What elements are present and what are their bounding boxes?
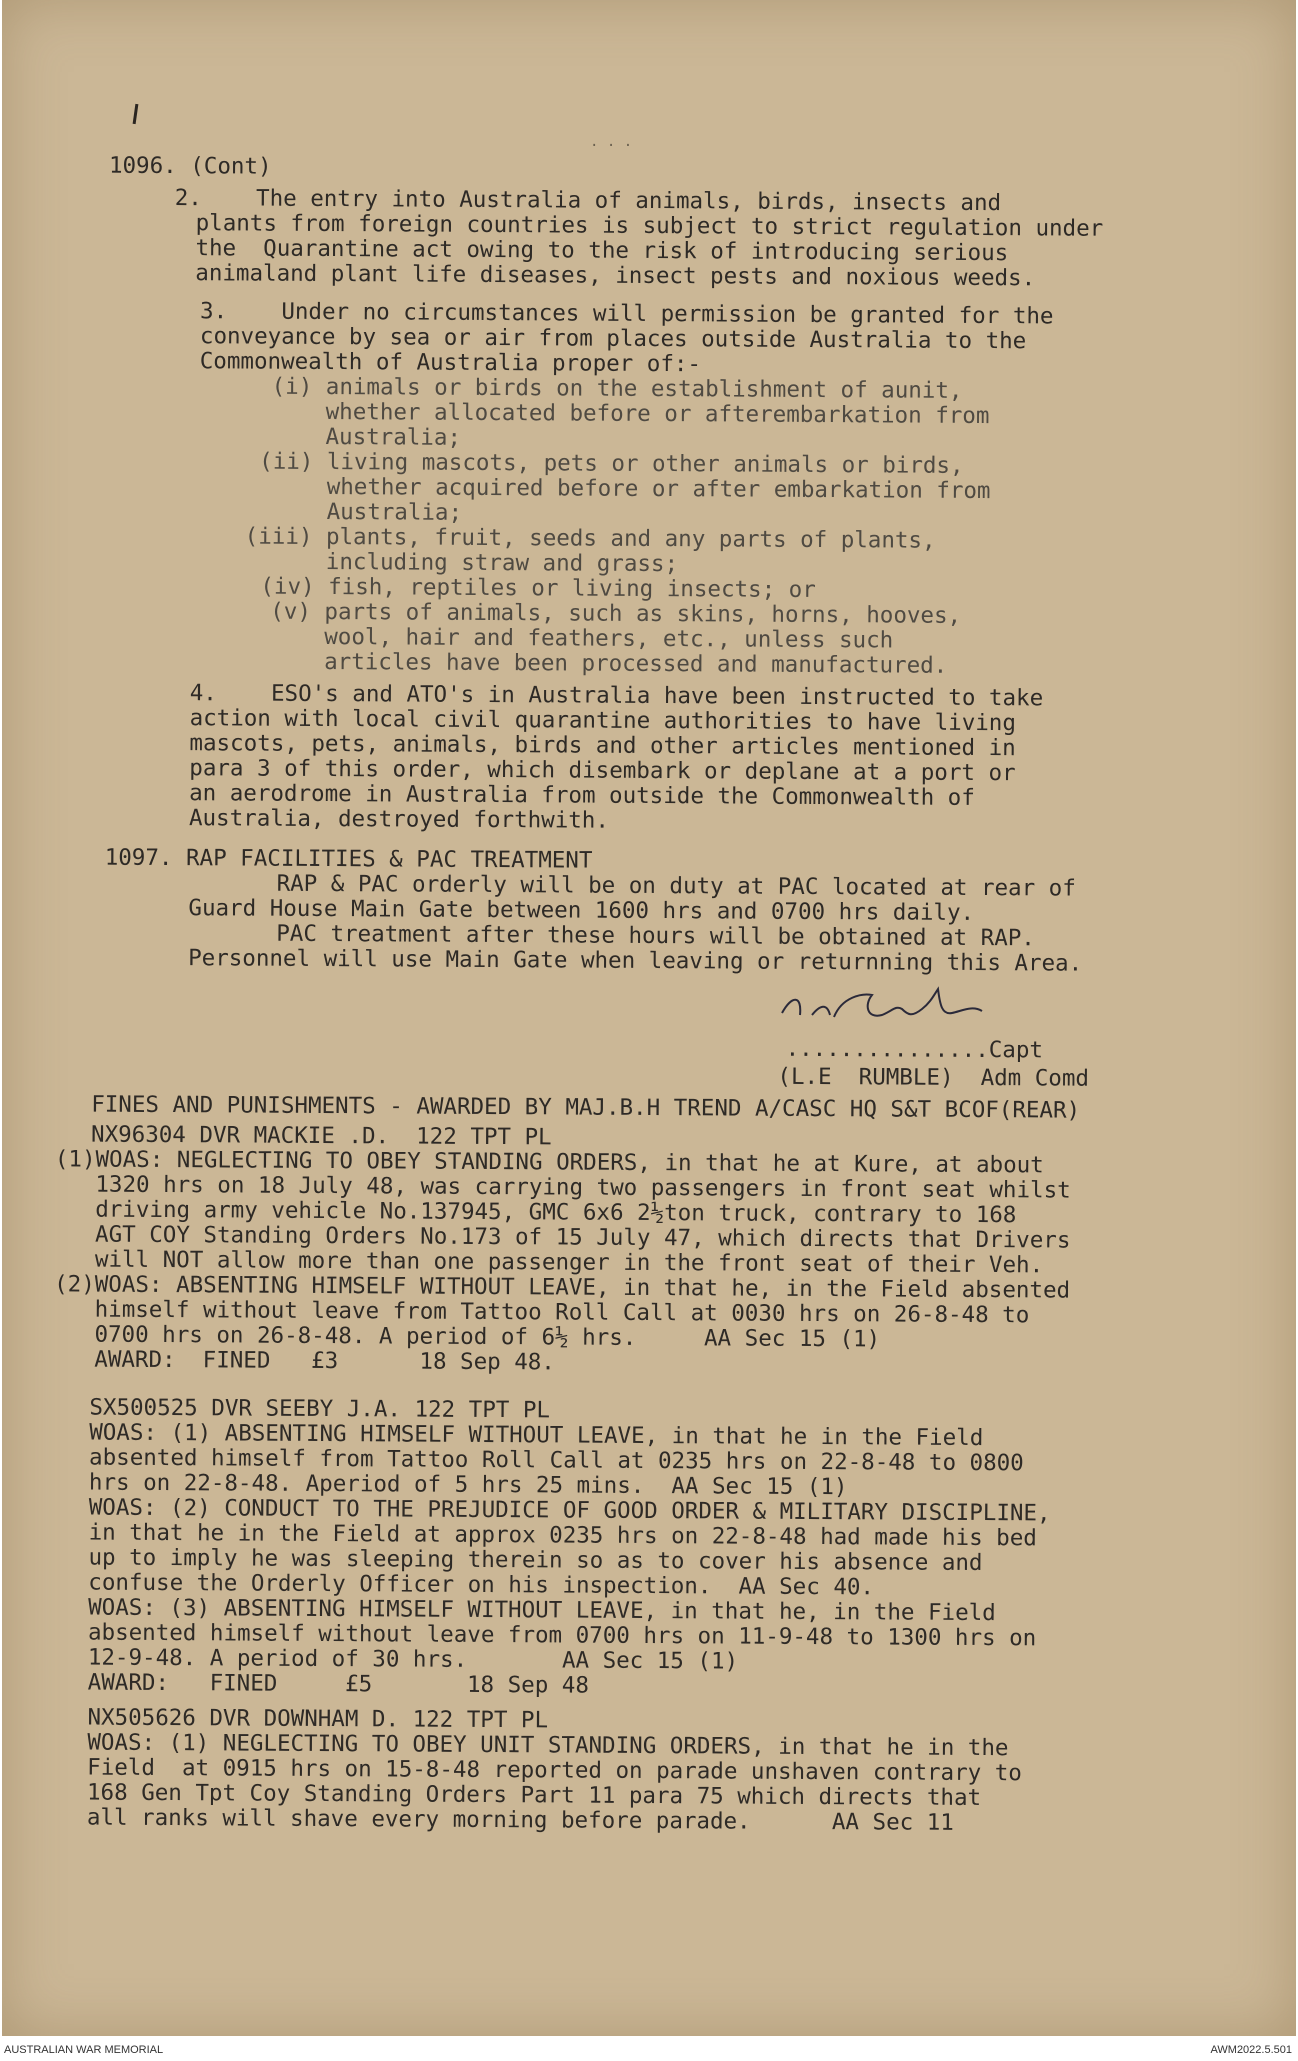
order-1096-item-line: Australia; [258, 498, 463, 526]
header-dots: . . . [590, 134, 633, 150]
order-1096-para4-line: para 3 of this order, which disembark or deplane at a port or [189, 755, 1016, 787]
case-header: NX505626 DVR DOWNHAM D. 122 TPT PL [87, 1704, 549, 1734]
order-1096-para4-line: 4. ESO's and ATO's in Australia have been instructed to take [189, 680, 1044, 712]
order-1096-item-line: whether allocated before or afterembarkation from [271, 398, 990, 430]
order-1096-item-line: (i) animals or birds on the establishment of aunit, [271, 373, 963, 404]
order-1096-heading: 1096. (Cont) [108, 152, 272, 180]
case-line: absented himself without leave from 0700 hrs on 11-9-48 to 1300 hrs on [87, 1619, 1037, 1652]
archive-footer [0, 2036, 1298, 2061]
case-line: WOAS: (1) ABSENTING HIMSELF WITHOUT LEAVE, in that he in the Field [89, 1419, 984, 1452]
order-1097-line: Guard House Main Gate between 1600 hrs and 0700 hrs daily. [188, 895, 975, 926]
handwritten-signature [772, 975, 1032, 1035]
order-1096-para2-line: animaland plant life diseases, insect pests and noxious weeds. [195, 260, 1036, 292]
order-1096-item-line: (v) parts of animals, such as skins, horns, hooves, [270, 598, 962, 629]
order-1096-item-line: Australia; [271, 423, 462, 451]
order-1096-para3-line: Commonwealth of Australia proper of:- [199, 348, 702, 378]
order-1096-para2-line: the Quarantine act owing to the risk of introducing serious [195, 235, 1009, 267]
order-1096-para2-line: plants from foreign countries is subject to strict regulation under [195, 210, 1104, 242]
case-line: WOAS: (1) NEGLECTING TO OBEY UNIT STANDING ORDERS, in that he in the [87, 1729, 1009, 1762]
case-line: will NOT allow more than one passenger in the front seat of their Veh. [54, 1246, 1044, 1279]
case-line: 12-9-48. A period of 30 hrs. AA Sec 15 (1) [87, 1644, 739, 1675]
case-line: absented himself from Tattoo Roll Call at 0235 hrs on 22-8-48 to 0800 [89, 1444, 1024, 1477]
signature-name-line: (L.E RUMBLE) Adm Comd [777, 1063, 1090, 1092]
case-line: himself without leave from Tattoo Roll Call at 0030 hrs on 26-8-48 to [53, 1296, 1030, 1329]
order-1096-para2-line: 2. The entry into Australia of animals, birds, insects and [174, 185, 1002, 217]
order-1096-item-line: articles have been processed and manufactured. [269, 648, 948, 679]
case-line: Field at 0915 hrs on 15-8-48 reported on parade unshaven contrary to [87, 1754, 1022, 1787]
order-1096-para4-line: Australia, destroyed forthwith. [188, 805, 610, 834]
case-award: AWARD: FINED £3 18 Sep 48. [53, 1346, 555, 1376]
fines-heading: FINES AND PUNISHMENTS - AWARDED BY MAJ.B.H TREND A/CASC HQ S&T BCOF(REAR) [91, 1091, 1081, 1124]
order-1096-item-line: whether acquired before or after embarkation from [258, 473, 991, 505]
footer-institution: AUSTRALIAN WAR MEMORIAL [4, 2044, 164, 2056]
case-line: 168 Gen Tpt Coy Standing Orders Part 11 para 75 which directs that [86, 1779, 982, 1812]
case-line: confuse the Orderly Officer on his inspection. AA Sec 40. [88, 1569, 875, 1601]
case-line: in that he in the Field at approx 0235 hrs on 22-8-48 had made his bed [88, 1519, 1037, 1552]
case-line: all ranks will shave every morning before parade. AA Sec 11 [86, 1804, 954, 1836]
order-1096-item-line: (ii) living mascots, pets or other animals or birds, [259, 448, 964, 479]
order-1096-item-line: including straw and grass; [244, 548, 679, 578]
case-header: NX96304 DVR MACKIE .D. 122 TPT PL [90, 1121, 552, 1151]
case-line: AGT COY Standing Orders No.173 of 15 July 47, which directs that Drivers [54, 1221, 1071, 1254]
order-1096-para3-line: conveyance by sea or air from places outside Australia to the [199, 323, 1027, 355]
order-1096-item-line: (iv) fish, reptiles or living insects; or [260, 573, 816, 603]
order-1097-line: PAC treatment after these hours will be obtained at RAP. [276, 920, 1035, 952]
order-1097-line: Personnel will use Main Gate when leaving or returnning this Area. [188, 945, 1083, 977]
order-1097-heading: 1097. RAP FACILITIES & PAC TREATMENT [104, 844, 593, 874]
case-line: (1)WOAS: NEGLECTING TO OBEY STANDING ORDERS, in that he at Kure, at about [54, 1146, 1044, 1179]
case-line: (2)WOAS: ABSENTING HIMSELF WITHOUT LEAVE, in that he, in the Field absented [54, 1271, 1071, 1304]
order-1096-para4-line: an aerodrome in Australia from outside the Commonwealth of [189, 780, 975, 811]
order-1096-item-line: (iii) plants, fruit, seeds and any parts of plants, [244, 523, 936, 554]
order-1096-item-line: wool, hair and feathers, etc., unless such [270, 623, 894, 654]
case-line: 0700 hrs on 26-8-48. A period of 6½ hrs. AA Sec 15 (1) [53, 1321, 881, 1353]
order-1097-line: RAP & PAC orderly will be on duty at PAC located at rear of [276, 870, 1076, 902]
case-line: hrs on 22-8-48. Aperiod of 5 hrs 25 mins. AA Sec 15 (1) [88, 1469, 848, 1501]
case-line: driving army vehicle No.137945, GMC 6x6 2½ton truck, contrary to 168 [54, 1196, 1017, 1229]
order-1096-para3-line: 3. Under no circumstances will permission be granted for the [200, 298, 1054, 330]
case-line: up to imply he was sleeping therein so as to cover his absence and [88, 1544, 983, 1577]
case-line: WOAS: (2) CONDUCT TO THE PREJUDICE OF GOOD ORDER & MILITARY DISCIPLINE, [88, 1494, 1051, 1527]
document-page [2, 0, 1296, 2036]
case-line: WOAS: (3) ABSENTING HIMSELF WITHOUT LEAVE, in that he, in the Field [88, 1594, 996, 1627]
case-award: AWARD: FINED £5 18 Sep 48 [87, 1669, 590, 1699]
order-1096-para4-line: action with local civil quarantine authorities to have living [189, 705, 1017, 737]
case-header: SX500525 DVR SEEBY J.A. 122 TPT PL [89, 1394, 551, 1424]
footer-reference: AWM2022.5.501 [1210, 2044, 1292, 2056]
signature-rank-line: ...............Capt [785, 1035, 1044, 1064]
order-1096-para4-line: mascots, pets, animals, birds and other articles mentioned in [189, 730, 1016, 762]
case-line: 1320 hrs on 18 July 48, was carrying two passengers in front seat whilst [54, 1171, 1071, 1204]
